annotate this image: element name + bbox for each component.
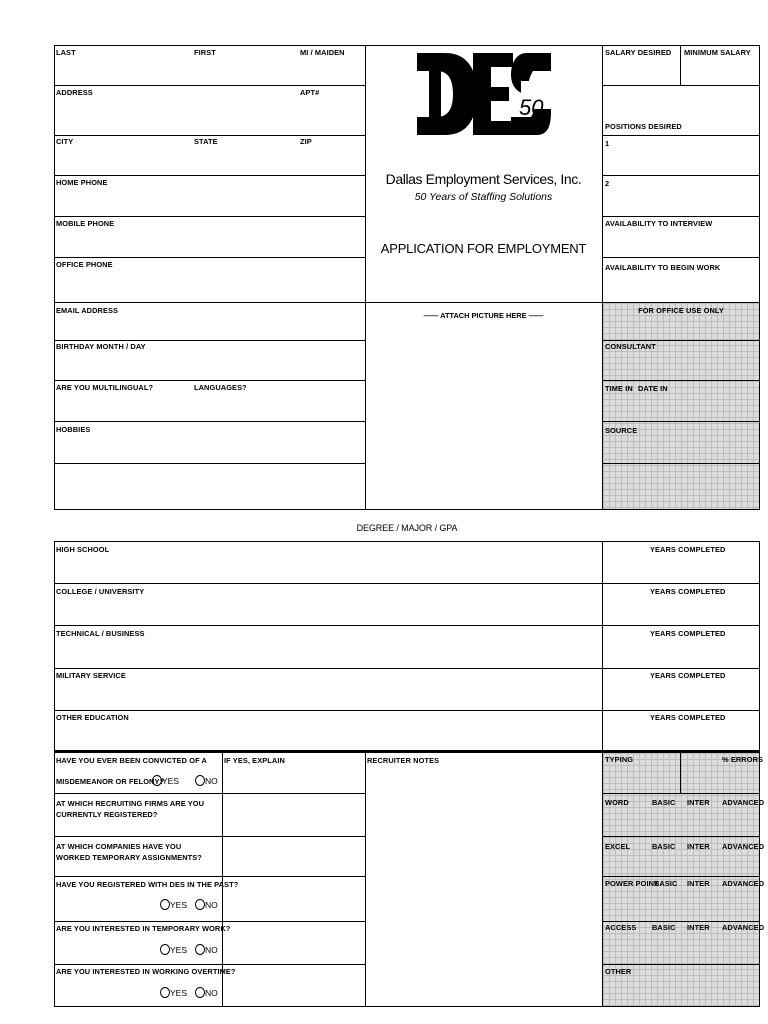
powerpoint-basic-option[interactable]: BASIC — [654, 879, 678, 888]
attach-picture-area[interactable] — [365, 311, 602, 320]
excel-skill-label: EXCEL — [605, 842, 631, 851]
word-basic-option[interactable]: BASIC — [652, 798, 676, 807]
typing-field[interactable]: TYPING — [605, 755, 634, 764]
word-skill-label: WORD — [605, 798, 629, 807]
form-title: APPLICATION FOR EMPLOYMENT — [380, 241, 587, 256]
logo-number: 50 — [519, 95, 544, 120]
company-name: Dallas Employment Services, Inc. — [385, 171, 582, 187]
radio-icon — [160, 987, 170, 998]
radio-icon — [152, 775, 162, 786]
registered-des-question: HAVE YOU REGISTERED WITH DES IN THE PAST? — [56, 880, 239, 889]
position-1-field[interactable]: 1 — [605, 139, 610, 148]
overtime-question: ARE YOU INTERESTED IN WORKING OVERTIME? — [56, 967, 236, 976]
technical-business-field[interactable]: TECHNICAL / BUSINESS — [56, 629, 145, 638]
convicted-question-line2: MISDEMEANOR OR FELONY? — [56, 777, 165, 786]
high-school-field[interactable]: HIGH SCHOOL — [56, 545, 110, 554]
excel-basic-option[interactable]: BASIC — [652, 842, 676, 851]
temporary-work-no-option[interactable]: NO — [195, 944, 218, 955]
source-field[interactable]: SOURCE — [605, 426, 638, 435]
military-service-field[interactable]: MILITARY SERVICE — [56, 671, 126, 680]
convicted-yes-option[interactable]: YES — [152, 775, 179, 786]
positions-desired-label: POSITIONS DESIRED — [605, 122, 682, 131]
years-completed-other[interactable]: YEARS COMPLETED — [650, 713, 726, 722]
radio-icon — [195, 899, 205, 910]
first-name-field[interactable]: FIRST — [194, 48, 216, 57]
salary-desired-field[interactable]: SALARY DESIRED — [605, 48, 672, 57]
zip-field[interactable]: ZIP — [300, 137, 312, 146]
dash-right: —— — [528, 311, 544, 320]
registered-des-yes-option[interactable]: YES — [160, 899, 187, 910]
word-inter-option[interactable]: INTER — [687, 798, 710, 807]
office-phone-field[interactable]: OFFICE PHONE — [56, 260, 113, 269]
access-skill-label: ACCESS — [605, 923, 637, 932]
dash-left: —— — [423, 311, 439, 320]
years-completed-technical[interactable]: YEARS COMPLETED — [650, 629, 726, 638]
convicted-question-line1: HAVE YOU EVER BEEN CONVICTED OF A — [56, 756, 207, 765]
consultant-field[interactable]: CONSULTANT — [605, 342, 656, 351]
home-phone-field[interactable]: HOME PHONE — [56, 178, 108, 187]
radio-icon — [195, 987, 205, 998]
excel-inter-option[interactable]: INTER — [687, 842, 710, 851]
apt-field[interactable]: APT# — [300, 88, 320, 97]
powerpoint-skill-label: POWER POINT — [605, 879, 659, 888]
radio-icon — [195, 944, 205, 955]
time-in-field[interactable]: TIME IN — [605, 384, 633, 393]
birthday-field[interactable]: BIRTHDAY MONTH / DAY — [56, 342, 146, 351]
companies-worked-question: AT WHICH COMPANIES HAVE YOU WORKED TEMPORARY ASSIGNMENTS? — [56, 842, 202, 862]
temporary-work-yes-option[interactable]: YES — [160, 944, 187, 955]
office-use-header: FOR OFFICE USE ONLY — [638, 306, 724, 315]
years-completed-high-school[interactable]: YEARS COMPLETED — [650, 545, 726, 554]
years-completed-military[interactable]: YEARS COMPLETED — [650, 671, 726, 680]
hobbies-field[interactable]: HOBBIES — [56, 425, 91, 434]
access-basic-option[interactable]: BASIC — [652, 923, 676, 932]
overtime-yes-option[interactable]: YES — [160, 987, 187, 998]
registered-des-no-option[interactable]: NO — [195, 899, 218, 910]
des-logo — [415, 51, 553, 137]
access-advanced-option[interactable]: ADVANCED — [722, 923, 765, 932]
multilingual-field[interactable]: ARE YOU MULTILINGUAL? — [56, 383, 154, 392]
other-skill-field[interactable]: OTHER — [605, 967, 632, 976]
office-use-grid — [603, 303, 759, 509]
years-completed-college[interactable]: YEARS COMPLETED — [650, 587, 726, 596]
last-name-field[interactable]: LAST — [56, 48, 76, 57]
powerpoint-advanced-option[interactable]: ADVANCED — [722, 879, 765, 888]
minimum-salary-field[interactable]: MINIMUM SALARY — [684, 48, 751, 57]
if-yes-explain-field[interactable]: IF YES, EXPLAIN — [224, 756, 285, 765]
excel-advanced-option[interactable]: ADVANCED — [722, 842, 765, 851]
availability-work-field[interactable]: AVAILABILITY TO BEGIN WORK — [605, 263, 721, 272]
education-section-title: DEGREE / MAJOR / GPA — [356, 523, 458, 533]
radio-icon — [160, 899, 170, 910]
address-field[interactable]: ADDRESS — [56, 88, 93, 97]
overtime-no-option[interactable]: NO — [195, 987, 218, 998]
temporary-work-question: ARE YOU INTERESTED IN TEMPORARY WORK? — [56, 924, 231, 933]
availability-interview-field[interactable]: AVAILABILITY TO INTERVIEW — [605, 219, 713, 228]
position-2-field[interactable]: 2 — [605, 179, 610, 188]
recruiting-firms-question: AT WHICH RECRUITING FIRMS ARE YOU CURRENTLY REGISTERED? — [56, 799, 205, 819]
convicted-no-option[interactable]: NO — [195, 775, 218, 786]
college-field[interactable]: COLLEGE / UNIVERSITY — [56, 587, 145, 596]
radio-icon — [195, 775, 205, 786]
errors-field[interactable]: % ERRORS — [722, 755, 764, 764]
email-field[interactable]: EMAIL ADDRESS — [56, 306, 119, 315]
powerpoint-inter-option[interactable]: INTER — [687, 879, 710, 888]
recruiter-notes-field[interactable]: RECRUITER NOTES — [367, 756, 440, 765]
mi-maiden-field[interactable]: MI / MAIDEN — [300, 48, 345, 57]
state-field[interactable]: STATE — [194, 137, 218, 146]
access-inter-option[interactable]: INTER — [687, 923, 710, 932]
date-in-field[interactable]: DATE IN — [638, 384, 668, 393]
radio-icon — [160, 944, 170, 955]
divider-left — [365, 45, 366, 510]
other-education-field[interactable]: OTHER EDUCATION — [56, 713, 129, 722]
company-tagline: 50 Years of Staffing Solutions — [414, 191, 553, 203]
languages-field[interactable]: LANGUAGES? — [194, 383, 247, 392]
des-logo-icon — [415, 51, 553, 137]
mobile-phone-field[interactable]: MOBILE PHONE — [56, 219, 115, 228]
city-field[interactable]: CITY — [56, 137, 74, 146]
word-advanced-option[interactable]: ADVANCED — [722, 798, 765, 807]
attach-picture-label: ATTACH PICTURE HERE — [440, 311, 527, 320]
